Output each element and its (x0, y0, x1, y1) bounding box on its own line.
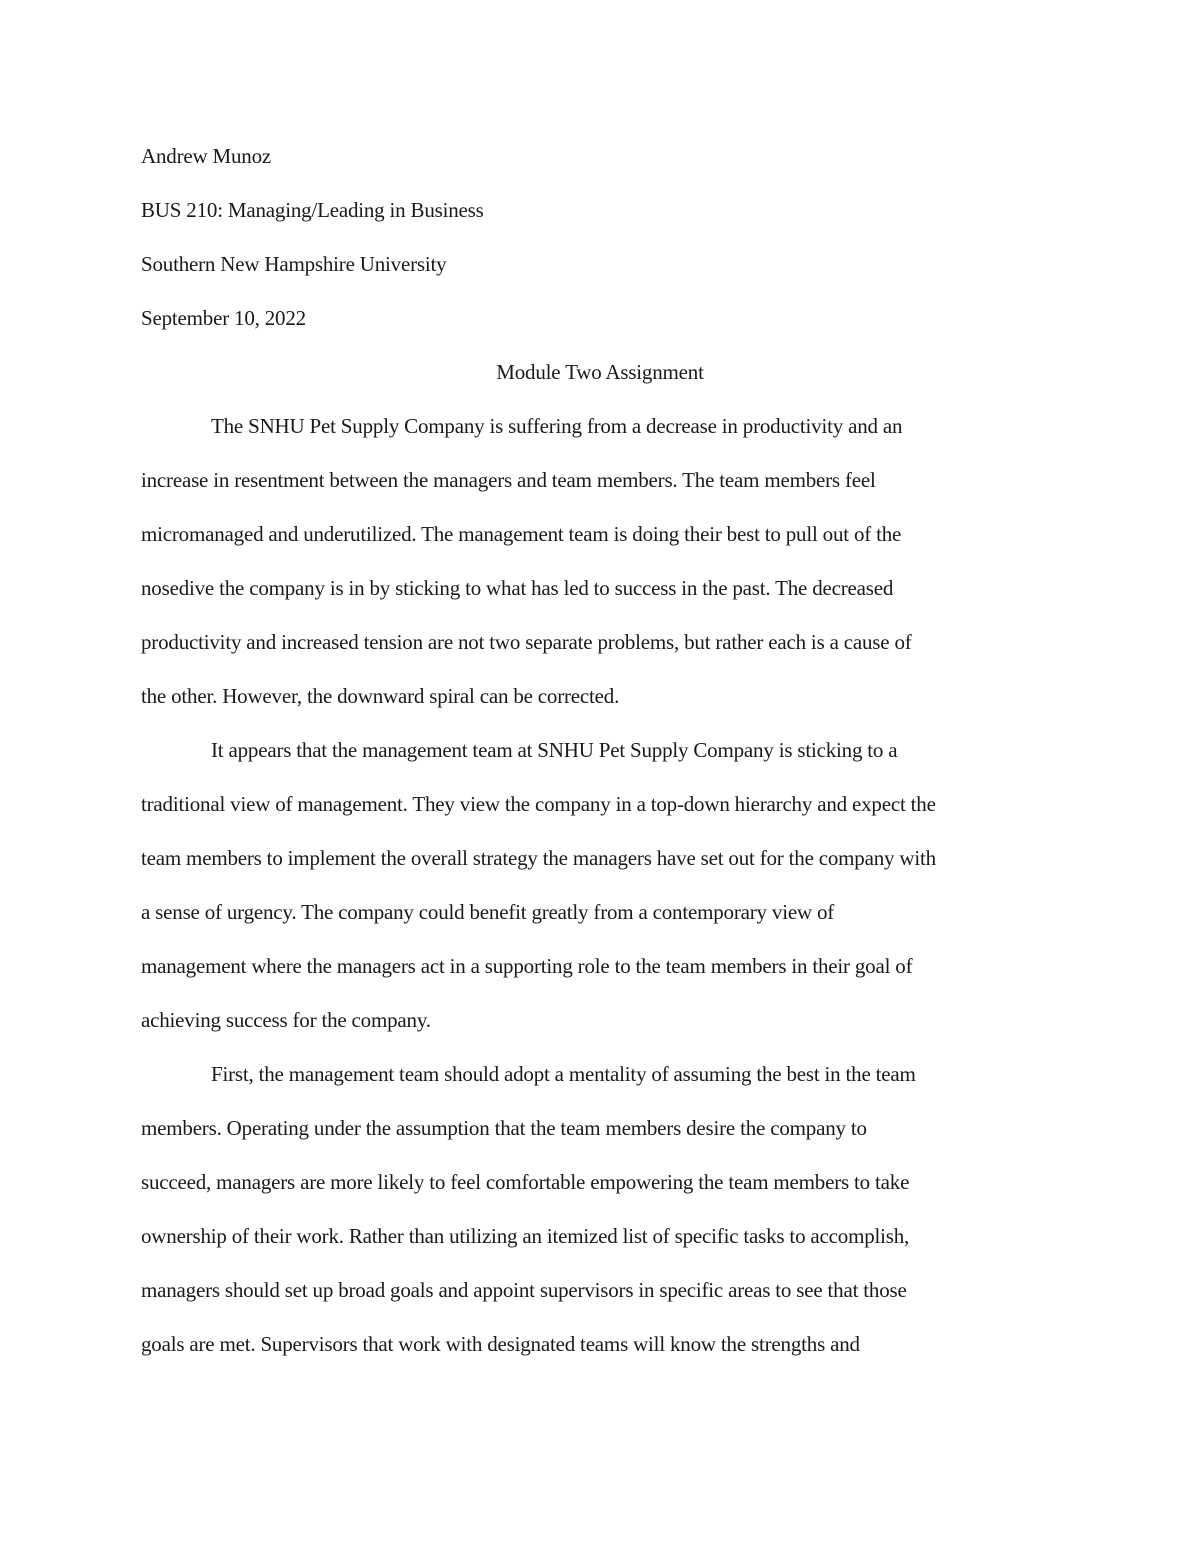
paragraph-1 (141, 411, 1059, 735)
paragraph-line: goals are met. Supervisors that work with designated teams will know the strengths and (141, 1332, 860, 1356)
paragraph-line: ownership of their work. Rather than utilizing an itemized list of specific tasks to accomplish, (141, 1224, 910, 1248)
paragraph-line: team members to implement the overall strategy the managers have set out for the company with (141, 846, 936, 870)
paragraph-line: traditional view of management. They view the company in a top-down hierarchy and expect the (141, 792, 936, 816)
document-title: Module Two Assignment (496, 360, 704, 384)
author-name: Andrew Munoz (141, 144, 271, 168)
paragraph-line: nosedive the company is in by sticking to what has led to success in the past. The decreased (141, 576, 894, 600)
paragraph-line: micromanaged and underutilized. The management team is doing their best to pull out of the (141, 522, 902, 546)
paragraph-line: First, the management team should adopt a mentality of assuming the best in the team (211, 1062, 916, 1086)
course-name: BUS 210: Managing/Leading in Business (141, 198, 484, 222)
paragraph-line: achieving success for the company. (141, 1008, 431, 1032)
paragraph-line: managers should set up broad goals and appoint supervisors in specific areas to see that those (141, 1278, 907, 1302)
paragraph-line: the other. However, the downward spiral can be corrected. (141, 684, 620, 708)
paragraph-line: The SNHU Pet Supply Company is suffering from a decrease in productivity and an (211, 414, 903, 438)
paragraph-line: It appears that the management team at SNHU Pet Supply Company is sticking to a (211, 738, 898, 762)
paragraph-line: management where the managers act in a supporting role to the team members in their goal of (141, 954, 913, 978)
paragraph-line: a sense of urgency. The company could benefit greatly from a contemporary view of (141, 900, 835, 924)
paragraph-line: productivity and increased tension are not two separate problems, but rather each is a cause of (141, 630, 912, 654)
paragraph-2 (141, 735, 1059, 1059)
document-body (141, 141, 1059, 1383)
paragraph-line: increase in resentment between the managers and team members. The team members feel (141, 468, 876, 492)
institution-name: Southern New Hampshire University (141, 252, 447, 276)
paragraph-line: succeed, managers are more likely to feel comfortable empowering the team members to take (141, 1170, 910, 1194)
paragraph-line: members. Operating under the assumption that the team members desire the company to (141, 1116, 867, 1140)
document-date: September 10, 2022 (141, 306, 306, 330)
paragraph-3 (141, 1059, 1059, 1383)
